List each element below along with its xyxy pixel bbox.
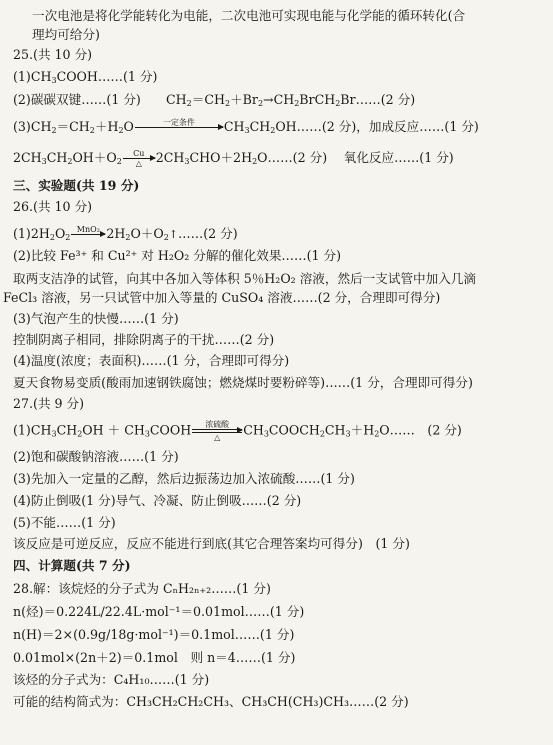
answer-28-5: 该烃的分子式为：C₄H₁₀……(1 分) bbox=[13, 672, 210, 687]
text-line-1: 一次电池是将化学能转化为电能，二次电池可实现电能与化学能的循环转化(合 bbox=[32, 8, 466, 23]
answer-28-3: n(H)＝2×(0.9g/18g·mol⁻¹)＝0.1mol……(1 分) bbox=[13, 627, 295, 642]
answer-28-2: n(烃)＝0.224L/22.4L·mol⁻¹＝0.01mol……(1 分) bbox=[13, 604, 305, 619]
section-4-header: 四、计算题(共 7 分) bbox=[13, 558, 131, 573]
answer-25-1: $(1)CH_3COOH\dots\dots(1$ 分) bbox=[13, 69, 158, 85]
answer-27-3: (3)先加入一定量的乙醇，然后边振荡边加入浓硫酸……(1 分) bbox=[13, 471, 355, 486]
answer-27-1: $(1)CH_3CH_2OH$ ＋ $CH_3COOH$ 浓硫酸 △ $CH_3COOCH_2CH_3+H_2O\dots\dots$ (2 分) bbox=[13, 420, 462, 442]
answer-25-3: $(3)CH_2=CH_2+H_2O$ 一定条件 $CH_3CH_2OH\dots\dots(2$ 分)，加成反应……(1 分) bbox=[13, 118, 479, 135]
answer-27-4: (4)防止倒吸(1 分)导气、冷凝、防止倒吸……(2 分) bbox=[13, 493, 302, 508]
question-27-header: 27.(共 9 分) bbox=[13, 396, 85, 411]
answer-26-2: (2)比较 Fe³⁺ 和 Cu²⁺ 对 H₂O₂ 分解的催化效果……(1 分) bbox=[13, 248, 342, 263]
answer-28-1: 28.解：该烷烃的分子式为 CₙH₂ₙ₊₂……(1 分) bbox=[13, 581, 271, 596]
answer-26-5: (3)气泡产生的快慢……(1 分) bbox=[13, 311, 179, 326]
answer-25-4: $2CH_3CH_2OH+O_2$ Cu △ $2CH_3CHO+2H_2O\dots\dots(2$ 分) 氧化反应……(1 分) bbox=[13, 149, 454, 168]
answer-25-2: (2)碳碳双键……(1 分) $CH_2=CH_2+Br_2\to CH_2BrCH_2Br\dots\dots(2$ 分) bbox=[13, 92, 416, 108]
answer-26-4: FeCl₃ 溶液，另一只试管中加入等量的 CuSO₄ 溶液……(2 分，合理即可得分) bbox=[3, 290, 441, 305]
answer-26-1: $(1)2H_2O_2$ MnO₂ $2H_2O+O_2↑\dots\dots(2$ 分) bbox=[13, 225, 238, 242]
text-line-2: 理均可给分) bbox=[32, 27, 100, 42]
section-3-header: 三、实验题(共 19 分) bbox=[13, 178, 140, 193]
question-25-header: 25.(共 10 分) bbox=[13, 47, 93, 62]
answer-27-2: (2)饱和碳酸钠溶液……(1 分) bbox=[13, 449, 179, 464]
answer-26-7: (4)温度(浓度；表面积)……(1 分，合理即可得分) bbox=[13, 353, 290, 368]
answer-26-3: 取两支洁净的试管，向其中各加入等体积 5％H₂O₂ 溶液，然后一支试管中加入几滴 bbox=[13, 271, 477, 286]
reaction-arrow: 一定条件 bbox=[135, 118, 223, 137]
answer-28-4: 0.01mol×(2n＋2)＝0.1mol 则 n＝4……(1 分) bbox=[13, 650, 296, 665]
gas-arrow-icon: ↑ bbox=[168, 228, 179, 241]
answer-26-8: 夏天食物易变质(酸雨加速钢铁腐蚀；燃烧煤时要粉碎等)……(1 分，合理即可得分) bbox=[13, 375, 473, 390]
reversible-arrow: 浓硫酸 △ bbox=[192, 420, 242, 442]
question-26-header: 26.(共 10 分) bbox=[13, 199, 93, 214]
answer-27-5: (5)不能……(1 分) bbox=[13, 515, 116, 530]
reaction-arrow: MnO₂ bbox=[71, 225, 105, 244]
answer-26-6: 控制阴离子相同，排除阴离子的干扰……(2 分) bbox=[13, 332, 275, 347]
reaction-arrow: Cu △ bbox=[123, 149, 155, 168]
answer-27-6: 该反应是可逆反应，反应不能进行到底(其它合理答案均可得分) (1 分) bbox=[13, 536, 410, 551]
answer-28-6: 可能的结构简式为：CH₃CH₂CH₂CH₃、CH₃CH(CH₃)CH₃……(2 分) bbox=[13, 694, 409, 709]
